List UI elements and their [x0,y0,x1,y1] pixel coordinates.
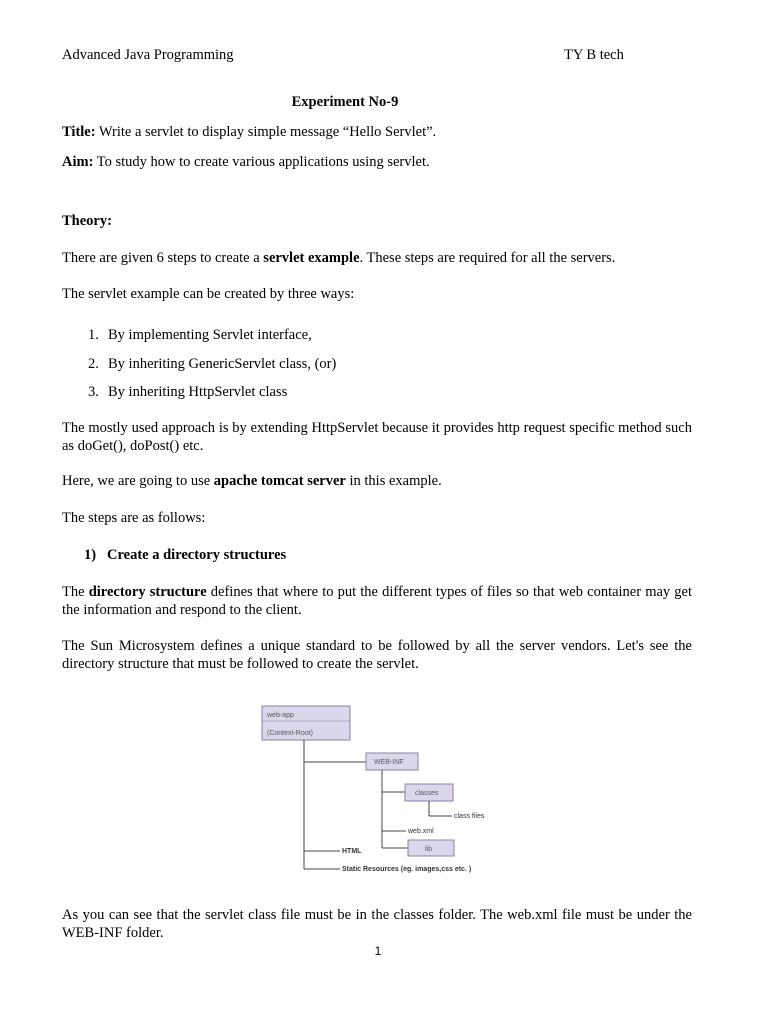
static-resources-label: Static Resources (eg. images,css etc. ) [342,866,472,873]
directory-bold: directory structure [88,584,207,600]
page-number: 1 [374,944,382,958]
steps-intro: The steps are as follows: [62,510,206,526]
ways-intro: The servlet example can be created by three ways: [62,286,355,302]
step1-heading: 1) Create a directory structures [84,547,287,563]
conclusion-paragraph: As you can see that the servlet class file must be in the classes folder. The web.xml file must be under the WEB-INF folder. [62,907,692,941]
header-course: Advanced Java Programming [62,47,234,63]
intro-bold: servlet example [263,250,360,266]
html-label: HTML [342,848,362,855]
webinf-label: WEB-INF [374,759,404,766]
webxml-label: web.xml [408,828,434,835]
context-root-label: (Context-Root) [267,730,313,737]
list-item: 3. By inheriting HttpServlet class [88,384,288,400]
webapp-label: web-app [267,712,294,719]
sun-paragraph: The Sun Microsystem defines a unique standard to be followed by all the server vendors. Let's see the directory structure that must be followed to create the servlet. [62,638,692,672]
header-year: TY B tech [564,47,624,63]
directory-paragraph: The directory structure defines that where to put the different types of files so that web container may get the information and respond to the client. [62,584,693,618]
theory-heading: Theory: [62,213,112,229]
list-item: 1. By implementing Servlet interface, [88,327,312,343]
experiment-title: Experiment No-9 [291,94,399,110]
title-label: Title: [62,124,96,140]
list-item: 2. By inheriting GenericServlet class, (or) [88,356,337,372]
directory-structure-diagram [258,700,508,880]
approach-paragraph: The mostly used approach is by extending HttpServlet because it provides http request specific method such as doGet(), doPost() etc. [62,420,692,454]
title-text: Write a servlet to display simple message “Hello Servlet”. [95,124,437,140]
title-line [62,123,692,141]
classes-label: classes [415,790,439,797]
tomcat-bold: apache tomcat server [213,473,346,489]
lib-label: lib [425,846,433,853]
aim-line [62,153,692,171]
class-files-label: class files [454,813,485,820]
aim-label: Aim: [62,154,94,170]
intro-paragraph: There are given 6 steps to create a servlet example. These steps are required for all the servers. [62,250,616,266]
aim-text: To study how to create various applications using servlet. [93,154,430,170]
tomcat-paragraph: Here, we are going to use apache tomcat server in this example. [62,473,442,489]
